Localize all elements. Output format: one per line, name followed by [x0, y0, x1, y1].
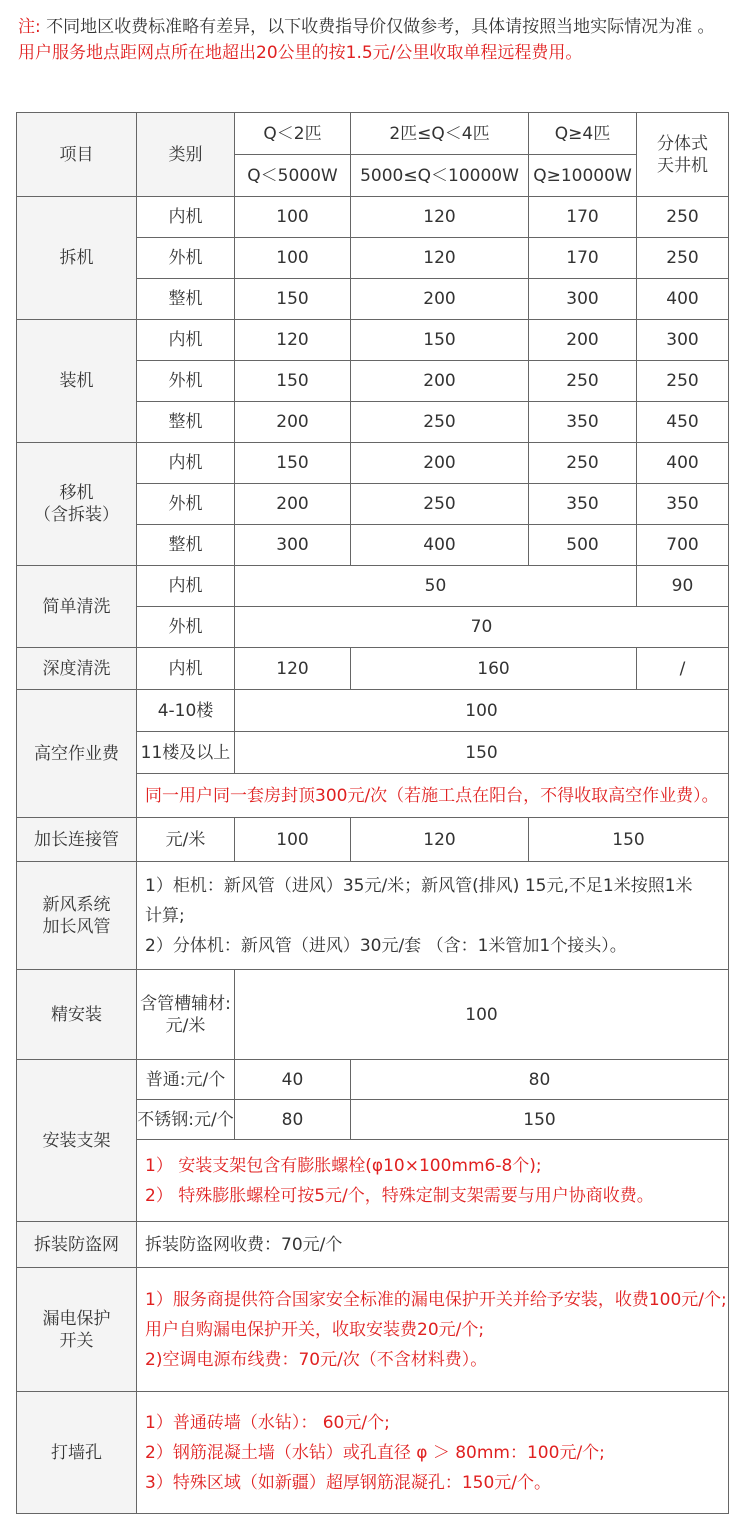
install-v4: 250 [637, 361, 729, 402]
deep-clean-v1: 120 [235, 648, 351, 690]
fresh-air-line: 2）分体机：新风管（进风）30元/套 （含：1米管加1个接头）。 [145, 935, 627, 956]
note-general [18, 14, 734, 40]
fee-table [16, 112, 729, 1514]
dismantle-v2: 120 [351, 197, 529, 238]
bracket-v1: 80 [235, 1100, 351, 1140]
header-g4 [637, 113, 729, 197]
fine-install-value: 100 [235, 970, 729, 1060]
move-v3: 350 [529, 484, 637, 525]
simple-clean-cat: 内机 [137, 566, 235, 607]
move-cat: 整机 [137, 525, 235, 566]
install-v4: 450 [637, 402, 729, 443]
anti-theft-text: 拆装防盗网收费：70元/个 [137, 1222, 729, 1268]
fine-install-cat-line1: 含管槽辅材: [140, 993, 231, 1014]
bracket-v2: 80 [351, 1060, 729, 1100]
move-v3: 500 [529, 525, 637, 566]
dismantle-cat: 内机 [137, 197, 235, 238]
bracket-cat: 普通:元/个 [137, 1060, 235, 1100]
move-v2: 250 [351, 484, 529, 525]
bracket-v2: 150 [351, 1100, 729, 1140]
fresh-air-details [137, 862, 729, 970]
wall-hole-line: 1）普通砖墙（水钻）： 60元/个; [145, 1412, 390, 1433]
install-cat: 整机 [137, 402, 235, 443]
move-v4: 350 [637, 484, 729, 525]
move-v4: 400 [637, 443, 729, 484]
header-g3-w: Q≥10000W [529, 155, 637, 197]
install-v1: 200 [235, 402, 351, 443]
dismantle-cat: 整机 [137, 279, 235, 320]
header-item: 项目 [17, 113, 137, 197]
install-v4: 300 [637, 320, 729, 361]
bracket-v1: 40 [235, 1060, 351, 1100]
wall-hole-line: 2）钢筋混凝土墙（水钻）或孔直径 φ ＞ 80mm：100元/个; [145, 1442, 605, 1463]
move-v1: 150 [235, 443, 351, 484]
simple-clean-label: 简单清洗 [17, 566, 137, 648]
move-v2: 200 [351, 443, 529, 484]
wall-hole-details [137, 1392, 729, 1514]
install-v2: 200 [351, 361, 529, 402]
deep-clean-v4: / [637, 648, 729, 690]
note-label: 注: [18, 17, 41, 37]
install-cat: 外机 [137, 361, 235, 402]
ext-pipe-v1: 100 [235, 818, 351, 862]
high-work-label: 高空作业费 [17, 690, 137, 818]
header-g2-hp: 2匹≤Q＜4匹 [351, 113, 529, 155]
high-work-cat: 4-10楼 [137, 690, 235, 732]
note-distance-fee: 用户服务地点距网点所在地超出20公里的按1.5元/公里收取单程远程费用。 [18, 43, 583, 63]
dismantle-v3: 300 [529, 279, 637, 320]
header-g4-line2: 天井机 [657, 155, 708, 176]
install-v1: 150 [235, 361, 351, 402]
leak-switch-label [17, 1268, 137, 1392]
notes [18, 14, 734, 66]
install-v3: 200 [529, 320, 637, 361]
deep-clean-label: 深度清洗 [17, 648, 137, 690]
leak-switch-line: 1）服务商提供符合国家安全标准的漏电保护开关并给予安装，收费100元/个; [145, 1289, 727, 1310]
dismantle-v1: 150 [235, 279, 351, 320]
install-label: 装机 [17, 320, 137, 443]
install-cat: 内机 [137, 320, 235, 361]
move-label-name: 移机 [59, 483, 94, 503]
wall-hole-label: 打墙孔 [17, 1392, 137, 1514]
move-label-sub: （含拆装） [34, 505, 119, 525]
dismantle-cat: 外机 [137, 238, 235, 279]
simple-clean-v4: 90 [637, 566, 729, 607]
leak-switch-line: 用户自购漏电保护开关，收取安装费20元/个; [145, 1319, 485, 1340]
high-work-note: 同一用户同一套房封顶300元/次（若施工点在阳台，不得收取高空作业费）。 [137, 774, 729, 818]
dismantle-v1: 100 [235, 238, 351, 279]
dismantle-v4: 400 [637, 279, 729, 320]
deep-clean-cat: 内机 [137, 648, 235, 690]
fine-install-cat [137, 970, 235, 1060]
move-v1: 300 [235, 525, 351, 566]
simple-clean-value: 70 [235, 607, 729, 648]
high-work-value: 100 [235, 690, 729, 732]
move-v1: 200 [235, 484, 351, 525]
wall-hole-line: 3）特殊区域（如新疆）超厚钢筋混凝孔：150元/个。 [145, 1472, 551, 1493]
bracket-note: 1） 安装支架包含有膨胀螺栓(φ10×100mm6-8个); [145, 1155, 542, 1176]
high-work-cat: 11楼及以上 [137, 732, 235, 774]
move-v3: 250 [529, 443, 637, 484]
fresh-air-line: 1）柜机：新风管（进风）35元/米；新风管(排风) 15元,不足1米按照1米 [145, 875, 693, 896]
ext-pipe-v3: 150 [529, 818, 729, 862]
leak-switch-details [137, 1268, 729, 1392]
install-v2: 150 [351, 320, 529, 361]
install-v3: 250 [529, 361, 637, 402]
install-v3: 350 [529, 402, 637, 443]
header-g1-hp: Q＜2匹 [235, 113, 351, 155]
ext-pipe-label: 加长连接管 [17, 818, 137, 862]
install-v2: 250 [351, 402, 529, 443]
fresh-air-label [17, 862, 137, 970]
bracket-cat: 不锈钢:元/个 [137, 1100, 235, 1140]
note-text: 不同地区收费标准略有差异，以下收费指导价仅做参考，具体请按照当地实际情况为准 。 [46, 17, 715, 37]
fresh-air-line: 计算; [145, 905, 185, 926]
dismantle-v3: 170 [529, 238, 637, 279]
move-cat: 外机 [137, 484, 235, 525]
fresh-air-label-line1: 新风系统 [42, 894, 111, 915]
dismantle-v3: 170 [529, 197, 637, 238]
deep-clean-v2: 160 [351, 648, 637, 690]
dismantle-v2: 120 [351, 238, 529, 279]
bracket-notes [137, 1140, 729, 1222]
header-g2-w: 5000≤Q＜10000W [351, 155, 529, 197]
header-g3-hp: Q≥4匹 [529, 113, 637, 155]
high-work-value: 150 [235, 732, 729, 774]
move-label [17, 443, 137, 566]
fresh-air-label-line2: 加长风管 [42, 916, 111, 937]
leak-switch-label-line2: 开关 [59, 1330, 94, 1351]
anti-theft-label: 拆装防盗网 [17, 1222, 137, 1268]
simple-clean-cat: 外机 [137, 607, 235, 648]
fine-install-cat-line2: 元/米 [165, 1015, 206, 1036]
dismantle-v4: 250 [637, 238, 729, 279]
move-v2: 400 [351, 525, 529, 566]
ext-pipe-cat: 元/米 [137, 818, 235, 862]
header-category: 类别 [137, 113, 235, 197]
ext-pipe-v2: 120 [351, 818, 529, 862]
leak-switch-label-line1: 漏电保护 [42, 1308, 111, 1329]
bracket-label: 安装支架 [17, 1060, 137, 1222]
header-g4-line1: 分体式 [657, 133, 708, 154]
dismantle-label: 拆机 [17, 197, 137, 320]
header-g1-w: Q＜5000W [235, 155, 351, 197]
move-cat: 内机 [137, 443, 235, 484]
bracket-note: 2） 特殊膨胀螺栓可按5元/个，特殊定制支架需要与用户协商收费。 [145, 1185, 654, 1206]
dismantle-v2: 200 [351, 279, 529, 320]
install-v1: 120 [235, 320, 351, 361]
simple-clean-value: 50 [235, 566, 637, 607]
dismantle-v1: 100 [235, 197, 351, 238]
move-v4: 700 [637, 525, 729, 566]
dismantle-v4: 250 [637, 197, 729, 238]
fine-install-label: 精安装 [17, 970, 137, 1060]
leak-switch-line: 2)空调电源布线费：70元/次（不含材料费）。 [145, 1349, 488, 1370]
